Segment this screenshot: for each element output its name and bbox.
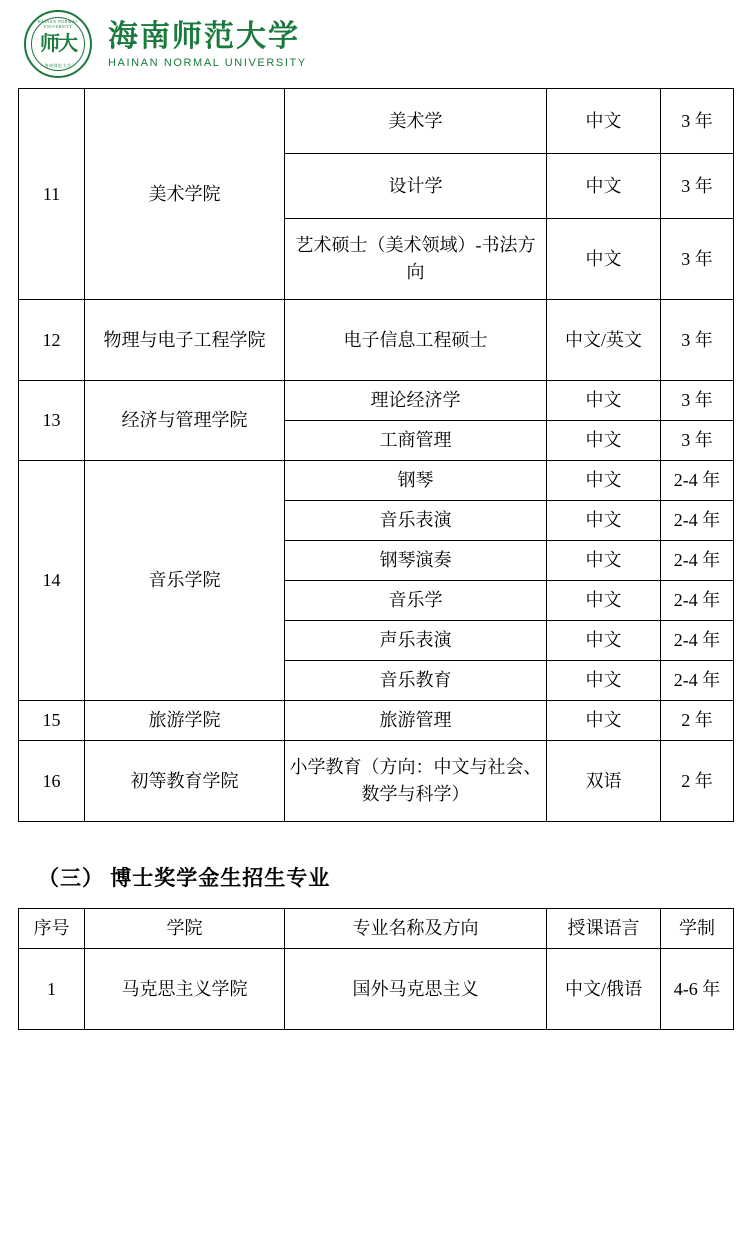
table-row [19, 381, 734, 421]
cell-no: 1 [19, 949, 85, 1030]
cell-language: 中文 [547, 89, 661, 154]
header-language: 授课语言 [547, 909, 661, 949]
cell-years: 2-4 年 [661, 621, 734, 661]
cell-years: 3 年 [661, 381, 734, 421]
cell-years: 2 年 [661, 741, 734, 822]
cell-major: 美术学 [285, 89, 547, 154]
table-row [19, 461, 734, 501]
cell-years: 3 年 [661, 421, 734, 461]
cell-major: 小学教育（方向：中文与社会、数学与科学） [285, 741, 547, 822]
header-major: 专业名称及方向 [285, 909, 547, 949]
cell-no: 13 [19, 381, 85, 461]
cell-no: 14 [19, 461, 85, 701]
cell-language: 中文 [547, 381, 661, 421]
cell-major: 旅游管理 [285, 701, 547, 741]
logo-glyph: 师大 [40, 33, 76, 55]
cell-no: 15 [19, 701, 85, 741]
cell-major: 音乐学 [285, 581, 547, 621]
cell-years: 2-4 年 [661, 581, 734, 621]
cell-years: 3 年 [661, 154, 734, 219]
table-row [19, 701, 734, 741]
university-header [18, 0, 733, 88]
header-no: 序号 [19, 909, 85, 949]
university-name-block [108, 20, 307, 69]
header-school: 学院 [85, 909, 285, 949]
cell-major: 电子信息工程硕士 [285, 300, 547, 381]
university-name-en: HAINAN NORMAL UNIVERSITY [108, 56, 307, 69]
cell-major: 音乐表演 [285, 501, 547, 541]
cell-years: 2 年 [661, 701, 734, 741]
cell-major: 声乐表演 [285, 621, 547, 661]
cell-language: 中文 [547, 701, 661, 741]
cell-no: 11 [19, 89, 85, 300]
university-logo-icon [24, 10, 92, 78]
cell-language: 中文 [547, 581, 661, 621]
cell-language: 中文/俄语 [547, 949, 661, 1030]
cell-language: 中文 [547, 461, 661, 501]
cell-major: 钢琴演奏 [285, 541, 547, 581]
cell-school: 旅游学院 [85, 701, 285, 741]
cell-major: 国外马克思主义 [285, 949, 547, 1030]
header-years: 学制 [661, 909, 734, 949]
cell-no: 16 [19, 741, 85, 822]
cell-years: 4-6 年 [661, 949, 734, 1030]
university-name-cn: 海南师范大学 [108, 19, 300, 53]
cell-years: 3 年 [661, 89, 734, 154]
cell-language: 中文 [547, 421, 661, 461]
section-heading: （三） 博士奖学金生招生专业 [38, 866, 331, 890]
cell-major: 钢琴 [285, 461, 547, 501]
cell-no: 12 [19, 300, 85, 381]
logo-ring-text-top: HAINAN NORMAL UNIVERSITY [37, 19, 79, 29]
cell-major: 音乐教育 [285, 661, 547, 701]
master-programs-table [18, 88, 734, 822]
cell-school: 经济与管理学院 [85, 381, 285, 461]
cell-school: 初等教育学院 [85, 741, 285, 822]
cell-language: 中文 [547, 661, 661, 701]
table-row [19, 300, 734, 381]
cell-school: 美术学院 [85, 89, 285, 300]
cell-years: 2-4 年 [661, 501, 734, 541]
table-row [19, 949, 734, 1030]
cell-school: 物理与电子工程学院 [85, 300, 285, 381]
cell-language: 中文 [547, 501, 661, 541]
table-header-row [19, 909, 734, 949]
cell-language: 中文 [547, 154, 661, 219]
cell-years: 3 年 [661, 300, 734, 381]
cell-school: 马克思主义学院 [85, 949, 285, 1030]
cell-years: 3 年 [661, 219, 734, 300]
cell-major: 艺术硕士（美术领域）-书法方向 [285, 219, 547, 300]
cell-major: 工商管理 [285, 421, 547, 461]
cell-language: 中文 [547, 621, 661, 661]
table-row [19, 741, 734, 822]
cell-years: 2-4 年 [661, 661, 734, 701]
cell-years: 2-4 年 [661, 461, 734, 501]
cell-major: 理论经济学 [285, 381, 547, 421]
cell-major: 设计学 [285, 154, 547, 219]
cell-language: 双语 [547, 741, 661, 822]
logo-ring-text-bottom: 海南师范大学 [44, 63, 72, 68]
cell-language: 中文 [547, 541, 661, 581]
cell-years: 2-4 年 [661, 541, 734, 581]
table-row [19, 89, 734, 154]
cell-language: 中文 [547, 219, 661, 300]
cell-language: 中文/英文 [547, 300, 661, 381]
cell-school: 音乐学院 [85, 461, 285, 701]
phd-programs-table [18, 908, 734, 1030]
